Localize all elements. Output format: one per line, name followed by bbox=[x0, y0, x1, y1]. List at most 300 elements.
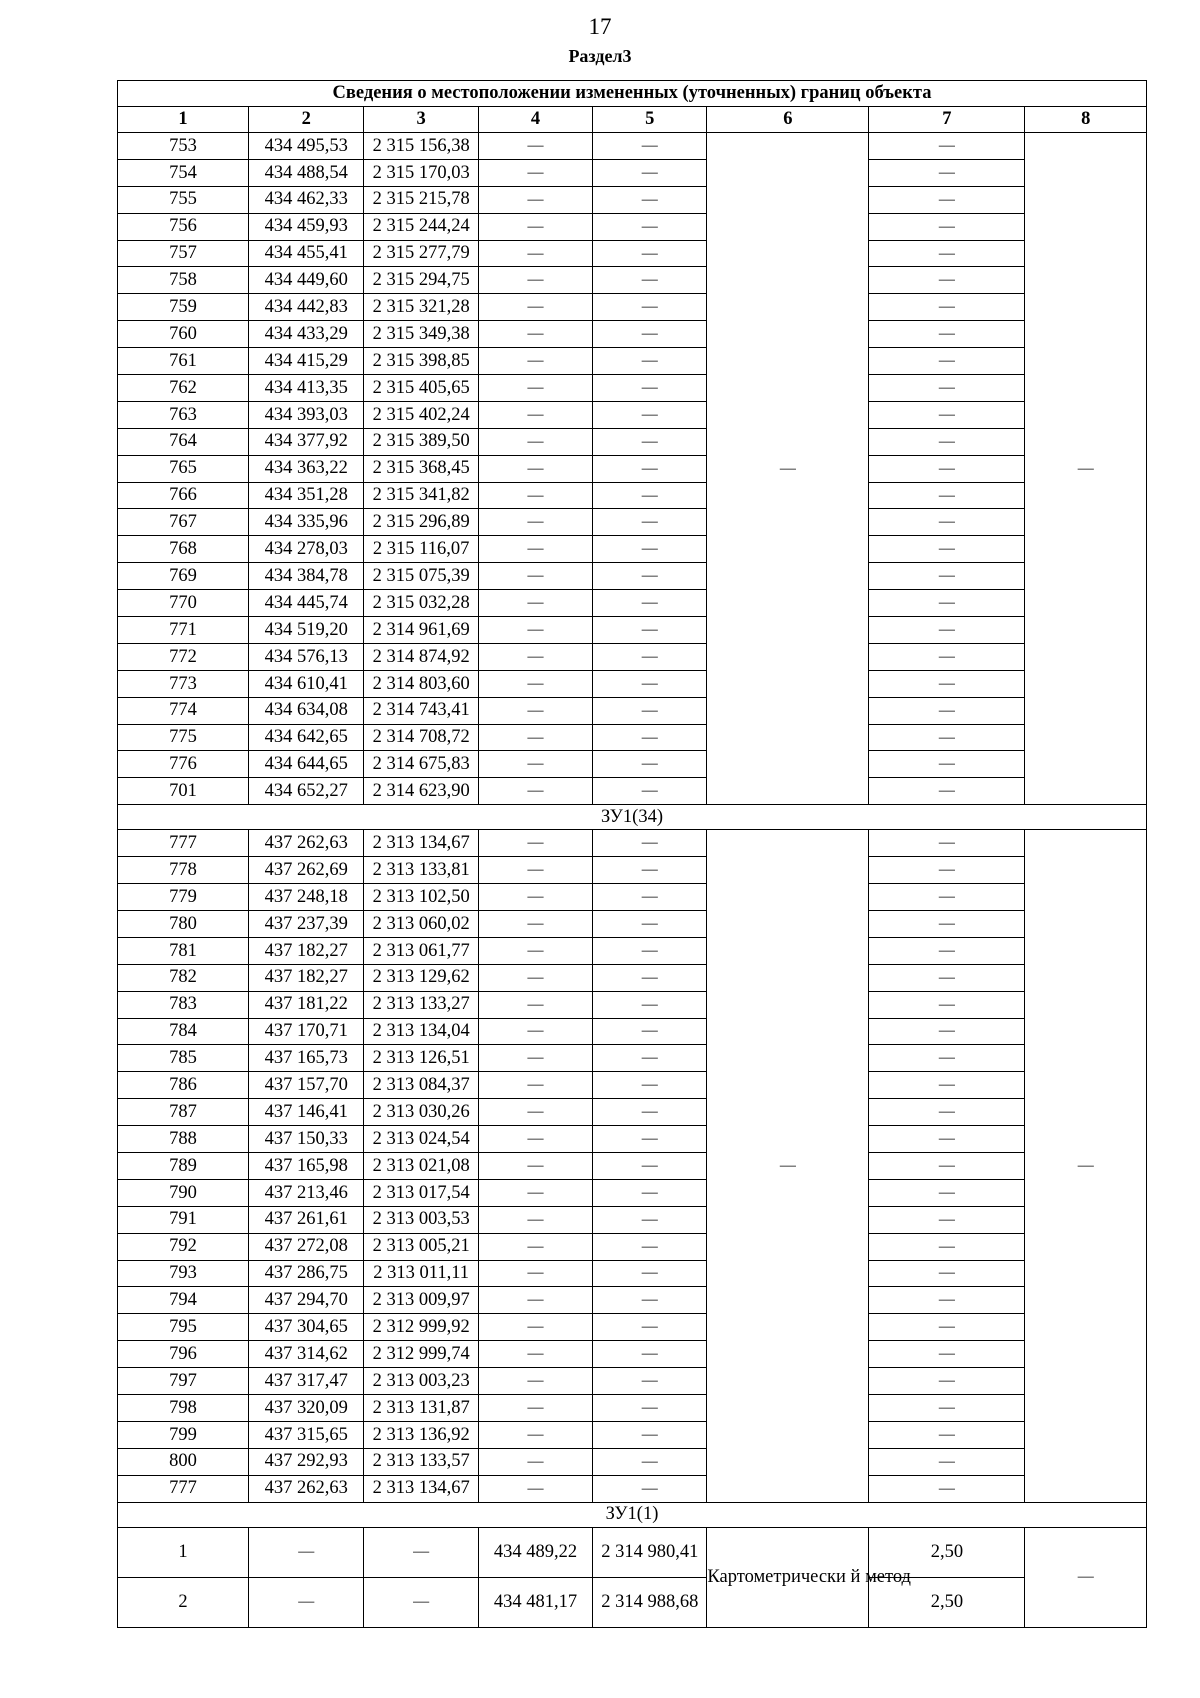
empty-dash: — bbox=[593, 401, 707, 428]
table-row bbox=[118, 643, 1147, 670]
empty-dash: — bbox=[478, 321, 592, 348]
empty-dash: — bbox=[869, 617, 1025, 644]
coordinate-x: 437 314,62 bbox=[248, 1341, 364, 1368]
coordinate-x: 434 459,93 bbox=[248, 213, 364, 240]
empty-dash: — bbox=[869, 1475, 1025, 1502]
point-number: 790 bbox=[118, 1179, 249, 1206]
empty-dash: — bbox=[869, 1072, 1025, 1099]
coordinate-x: 437 292,93 bbox=[248, 1448, 364, 1475]
empty-dash: — bbox=[478, 348, 592, 375]
empty-dash: — bbox=[478, 830, 592, 857]
empty-dash: — bbox=[593, 1341, 707, 1368]
table-row bbox=[118, 1287, 1147, 1314]
coordinate-y: 2 313 134,67 bbox=[364, 830, 478, 857]
point-number: 772 bbox=[118, 643, 249, 670]
empty-dash: — bbox=[869, 1287, 1025, 1314]
coordinate-x: 437 320,09 bbox=[248, 1394, 364, 1421]
empty-dash: — bbox=[478, 1099, 592, 1126]
coordinate-y: 2 312 999,74 bbox=[364, 1341, 478, 1368]
coordinate-x-new: 434 489,22 bbox=[478, 1527, 592, 1577]
coordinate-y: 2 314 961,69 bbox=[364, 617, 478, 644]
point-number: 795 bbox=[118, 1314, 249, 1341]
empty-dash: — bbox=[478, 563, 592, 590]
point-number: 758 bbox=[118, 267, 249, 294]
point-number: 777 bbox=[118, 830, 249, 857]
empty-dash: — bbox=[478, 643, 592, 670]
table-row bbox=[118, 482, 1147, 509]
table-row bbox=[118, 240, 1147, 267]
accuracy-value: 2,50 bbox=[869, 1577, 1025, 1627]
point-number: 781 bbox=[118, 937, 249, 964]
empty-dash: — bbox=[593, 751, 707, 778]
table-row bbox=[118, 1152, 1147, 1179]
coordinate-y: 2 315 341,82 bbox=[364, 482, 478, 509]
coordinate-y: 2 315 398,85 bbox=[364, 348, 478, 375]
empty-dash: — bbox=[869, 1206, 1025, 1233]
empty-dash: — bbox=[869, 1152, 1025, 1179]
empty-dash: — bbox=[478, 133, 592, 160]
empty-dash: — bbox=[593, 1206, 707, 1233]
empty-dash: — bbox=[869, 778, 1025, 805]
empty-dash: — bbox=[593, 1448, 707, 1475]
empty-dash: — bbox=[593, 1126, 707, 1153]
point-number: 780 bbox=[118, 910, 249, 937]
coordinate-x: 434 495,53 bbox=[248, 133, 364, 160]
empty-dash: — bbox=[478, 1206, 592, 1233]
empty-dash: — bbox=[869, 937, 1025, 964]
empty-dash: — bbox=[593, 697, 707, 724]
empty-dash: — bbox=[478, 267, 592, 294]
coordinate-x: 437 248,18 bbox=[248, 884, 364, 911]
empty-dash: — bbox=[869, 455, 1025, 482]
empty-dash: — bbox=[478, 590, 592, 617]
empty-dash: — bbox=[478, 857, 592, 884]
point-number: 788 bbox=[118, 1126, 249, 1153]
point-number: 769 bbox=[118, 563, 249, 590]
empty-dash: — bbox=[869, 536, 1025, 563]
empty-dash: — bbox=[478, 482, 592, 509]
empty-dash: — bbox=[869, 1018, 1025, 1045]
coordinate-x: 437 150,33 bbox=[248, 1126, 364, 1153]
column-number-row bbox=[118, 107, 1147, 133]
empty-dash: — bbox=[593, 1314, 707, 1341]
coordinate-y: 2 313 134,67 bbox=[364, 1475, 478, 1502]
group-label-row bbox=[118, 1502, 1147, 1527]
empty-dash: — bbox=[478, 1421, 592, 1448]
coordinate-x: 437 165,73 bbox=[248, 1045, 364, 1072]
coordinate-y: 2 313 133,57 bbox=[364, 1448, 478, 1475]
empty-dash: — bbox=[593, 830, 707, 857]
coordinate-y: 2 313 102,50 bbox=[364, 884, 478, 911]
accuracy-value: 2,50 bbox=[869, 1527, 1025, 1577]
empty-dash: — bbox=[869, 1179, 1025, 1206]
point-number: 759 bbox=[118, 294, 249, 321]
table-row bbox=[118, 830, 1147, 857]
coordinate-y: 2 315 032,28 bbox=[364, 590, 478, 617]
coordinate-x: 437 170,71 bbox=[248, 1018, 364, 1045]
empty-dash: — bbox=[478, 294, 592, 321]
empty-dash: — bbox=[593, 724, 707, 751]
empty-dash: — bbox=[869, 401, 1025, 428]
empty-dash: — bbox=[869, 1099, 1025, 1126]
coordinate-x: 437 181,22 bbox=[248, 991, 364, 1018]
coordinate-x: 434 642,65 bbox=[248, 724, 364, 751]
point-number: 773 bbox=[118, 670, 249, 697]
coordinate-y: 2 315 402,24 bbox=[364, 401, 478, 428]
empty-dash: — bbox=[593, 617, 707, 644]
empty-dash: — bbox=[593, 1394, 707, 1421]
empty-dash: — bbox=[869, 428, 1025, 455]
coordinate-x: 437 237,39 bbox=[248, 910, 364, 937]
empty-dash: — bbox=[478, 1260, 592, 1287]
group-label: ЗУ1(1) bbox=[118, 1502, 1147, 1527]
empty-dash: — bbox=[478, 1152, 592, 1179]
coordinate-y: 2 315 075,39 bbox=[364, 563, 478, 590]
empty-dash: — bbox=[593, 1475, 707, 1502]
table-row bbox=[118, 617, 1147, 644]
column-number: 4 bbox=[478, 107, 592, 133]
table-row bbox=[118, 1045, 1147, 1072]
empty-dash: — bbox=[593, 1368, 707, 1395]
table-row bbox=[118, 133, 1147, 160]
coordinate-x: 434 413,35 bbox=[248, 375, 364, 402]
point-number: 785 bbox=[118, 1045, 249, 1072]
table-row bbox=[118, 401, 1147, 428]
coordinate-y-new: 2 314 988,68 bbox=[593, 1577, 707, 1627]
empty-dash: — bbox=[593, 294, 707, 321]
table-row bbox=[118, 991, 1147, 1018]
coordinate-x: 437 272,08 bbox=[248, 1233, 364, 1260]
point-number: 784 bbox=[118, 1018, 249, 1045]
empty-dash: — bbox=[593, 267, 707, 294]
point-number: 800 bbox=[118, 1448, 249, 1475]
empty-dash: — bbox=[869, 670, 1025, 697]
empty-dash: — bbox=[869, 697, 1025, 724]
point-number: 754 bbox=[118, 159, 249, 186]
empty-dash: — bbox=[478, 964, 592, 991]
empty-dash: — bbox=[869, 509, 1025, 536]
group-label: ЗУ1(34) bbox=[118, 805, 1147, 830]
empty-dash: — bbox=[593, 1072, 707, 1099]
empty-dash: — bbox=[478, 1287, 592, 1314]
point-number: 766 bbox=[118, 482, 249, 509]
empty-dash: — bbox=[593, 1260, 707, 1287]
empty-dash: — bbox=[248, 1577, 364, 1627]
table-row bbox=[118, 428, 1147, 455]
empty-dash: — bbox=[593, 1421, 707, 1448]
coordinate-y: 2 313 005,21 bbox=[364, 1233, 478, 1260]
point-number: 799 bbox=[118, 1421, 249, 1448]
empty-dash: — bbox=[869, 1233, 1025, 1260]
table-row bbox=[118, 509, 1147, 536]
point-number: 767 bbox=[118, 509, 249, 536]
point-number: 794 bbox=[118, 1287, 249, 1314]
coordinate-y: 2 313 131,87 bbox=[364, 1394, 478, 1421]
coordinate-y: 2 313 133,81 bbox=[364, 857, 478, 884]
empty-dash: — bbox=[869, 884, 1025, 911]
coordinate-x-new: 434 481,17 bbox=[478, 1577, 592, 1627]
coordinate-y: 2 313 011,11 bbox=[364, 1260, 478, 1287]
table-row bbox=[118, 1368, 1147, 1395]
empty-dash: — bbox=[593, 1099, 707, 1126]
empty-dash: — bbox=[593, 240, 707, 267]
empty-dash: — bbox=[869, 964, 1025, 991]
empty-dash: — bbox=[593, 991, 707, 1018]
coordinate-y: 2 313 126,51 bbox=[364, 1045, 478, 1072]
empty-dash: — bbox=[593, 670, 707, 697]
empty-dash: — bbox=[478, 1233, 592, 1260]
coordinate-y: 2 313 017,54 bbox=[364, 1179, 478, 1206]
point-number: 782 bbox=[118, 964, 249, 991]
point-number: 796 bbox=[118, 1341, 249, 1368]
empty-dash: — bbox=[478, 186, 592, 213]
coordinate-y: 2 313 003,53 bbox=[364, 1206, 478, 1233]
empty-dash: — bbox=[593, 375, 707, 402]
table-row bbox=[118, 778, 1147, 805]
table-row bbox=[118, 937, 1147, 964]
coordinate-y: 2 315 405,65 bbox=[364, 375, 478, 402]
point-number: 787 bbox=[118, 1099, 249, 1126]
coordinate-y: 2 314 743,41 bbox=[364, 697, 478, 724]
table-row bbox=[118, 697, 1147, 724]
coordinate-x: 434 462,33 bbox=[248, 186, 364, 213]
empty-dash: — bbox=[478, 375, 592, 402]
empty-dash: — bbox=[478, 1072, 592, 1099]
empty-dash: — bbox=[593, 509, 707, 536]
table-row bbox=[118, 186, 1147, 213]
coordinate-x: 434 488,54 bbox=[248, 159, 364, 186]
point-number: 776 bbox=[118, 751, 249, 778]
point-number: 771 bbox=[118, 617, 249, 644]
empty-dash: — bbox=[593, 1233, 707, 1260]
merged-empty-dash: — bbox=[707, 133, 869, 805]
empty-dash: — bbox=[478, 1394, 592, 1421]
point-number: 765 bbox=[118, 455, 249, 482]
empty-dash: — bbox=[478, 1314, 592, 1341]
coordinate-x: 437 146,41 bbox=[248, 1099, 364, 1126]
empty-dash: — bbox=[869, 1045, 1025, 1072]
empty-dash: — bbox=[869, 857, 1025, 884]
empty-dash: — bbox=[593, 133, 707, 160]
point-number: 793 bbox=[118, 1260, 249, 1287]
table-row bbox=[118, 857, 1147, 884]
column-number: 8 bbox=[1025, 107, 1147, 133]
coordinate-y: 2 315 244,24 bbox=[364, 213, 478, 240]
table-row bbox=[118, 213, 1147, 240]
empty-dash: — bbox=[478, 884, 592, 911]
table-row bbox=[118, 375, 1147, 402]
coordinate-x: 434 384,78 bbox=[248, 563, 364, 590]
coordinates-table bbox=[117, 80, 1147, 1628]
point-number: 797 bbox=[118, 1368, 249, 1395]
empty-dash: — bbox=[869, 910, 1025, 937]
table-row bbox=[118, 563, 1147, 590]
empty-dash: — bbox=[593, 643, 707, 670]
group-label-row bbox=[118, 805, 1147, 830]
coordinate-y: 2 314 708,72 bbox=[364, 724, 478, 751]
empty-dash: — bbox=[364, 1527, 478, 1577]
empty-dash: — bbox=[869, 1314, 1025, 1341]
coordinate-x: 437 286,75 bbox=[248, 1260, 364, 1287]
table-row bbox=[118, 724, 1147, 751]
point-number: 753 bbox=[118, 133, 249, 160]
table-row bbox=[118, 536, 1147, 563]
point-number: 760 bbox=[118, 321, 249, 348]
empty-dash: — bbox=[593, 536, 707, 563]
point-number: 774 bbox=[118, 697, 249, 724]
coordinate-y: 2 315 116,07 bbox=[364, 536, 478, 563]
coordinate-y: 2 315 389,50 bbox=[364, 428, 478, 455]
empty-dash: — bbox=[869, 830, 1025, 857]
coordinate-x: 434 278,03 bbox=[248, 536, 364, 563]
point-number: 778 bbox=[118, 857, 249, 884]
table-row bbox=[118, 1206, 1147, 1233]
empty-dash: — bbox=[593, 455, 707, 482]
empty-dash: — bbox=[478, 1448, 592, 1475]
table-title: Сведения о местоположении измененных (уточненных) границ объекта bbox=[118, 81, 1147, 107]
table-row bbox=[118, 1341, 1147, 1368]
empty-dash: — bbox=[593, 910, 707, 937]
coordinate-x: 434 519,20 bbox=[248, 617, 364, 644]
coordinate-x: 434 644,65 bbox=[248, 751, 364, 778]
table-row bbox=[118, 884, 1147, 911]
coordinate-x: 434 335,96 bbox=[248, 509, 364, 536]
coordinate-y: 2 313 129,62 bbox=[364, 964, 478, 991]
coordinate-y: 2 315 156,38 bbox=[364, 133, 478, 160]
merged-empty-dash: — bbox=[1025, 830, 1147, 1502]
empty-dash: — bbox=[869, 240, 1025, 267]
coordinate-y: 2 313 061,77 bbox=[364, 937, 478, 964]
empty-dash: — bbox=[478, 751, 592, 778]
table-row bbox=[118, 267, 1147, 294]
empty-dash: — bbox=[478, 910, 592, 937]
coordinate-y: 2 313 024,54 bbox=[364, 1126, 478, 1153]
coordinate-y: 2 313 021,08 bbox=[364, 1152, 478, 1179]
table-row bbox=[118, 159, 1147, 186]
empty-dash: — bbox=[478, 455, 592, 482]
empty-dash: — bbox=[593, 1152, 707, 1179]
coordinate-x: 434 449,60 bbox=[248, 267, 364, 294]
point-number: 1 bbox=[118, 1527, 249, 1577]
section-title: Раздел3 bbox=[568, 46, 632, 66]
coordinate-x: 434 455,41 bbox=[248, 240, 364, 267]
table-row bbox=[118, 1448, 1147, 1475]
coordinate-y: 2 315 368,45 bbox=[364, 455, 478, 482]
column-number: 7 bbox=[869, 107, 1025, 133]
table-row bbox=[118, 1314, 1147, 1341]
table-row bbox=[118, 1475, 1147, 1502]
empty-dash: — bbox=[593, 348, 707, 375]
table-row bbox=[118, 1421, 1147, 1448]
point-number: 2 bbox=[118, 1577, 249, 1627]
coordinate-y: 2 315 170,03 bbox=[364, 159, 478, 186]
empty-dash: — bbox=[869, 1341, 1025, 1368]
point-number: 756 bbox=[118, 213, 249, 240]
table-row bbox=[118, 1072, 1147, 1099]
table-row bbox=[118, 590, 1147, 617]
empty-dash: — bbox=[869, 482, 1025, 509]
table-row bbox=[118, 455, 1147, 482]
coordinate-y: 2 313 003,23 bbox=[364, 1368, 478, 1395]
point-number: 764 bbox=[118, 428, 249, 455]
table-row bbox=[118, 1527, 1147, 1577]
empty-dash: — bbox=[869, 213, 1025, 240]
empty-dash: — bbox=[869, 133, 1025, 160]
table-row bbox=[118, 1394, 1147, 1421]
coordinate-y: 2 314 623,90 bbox=[364, 778, 478, 805]
empty-dash: — bbox=[478, 1341, 592, 1368]
empty-dash: — bbox=[869, 991, 1025, 1018]
point-number: 761 bbox=[118, 348, 249, 375]
empty-dash: — bbox=[869, 1368, 1025, 1395]
empty-dash: — bbox=[478, 1475, 592, 1502]
empty-dash: — bbox=[478, 509, 592, 536]
coordinate-x: 434 652,27 bbox=[248, 778, 364, 805]
column-number: 2 bbox=[248, 107, 364, 133]
empty-dash: — bbox=[869, 1448, 1025, 1475]
empty-dash: — bbox=[869, 159, 1025, 186]
coordinate-x: 437 315,65 bbox=[248, 1421, 364, 1448]
empty-dash: — bbox=[478, 617, 592, 644]
empty-dash: — bbox=[478, 401, 592, 428]
coordinate-y: 2 315 277,79 bbox=[364, 240, 478, 267]
coordinate-y: 2 314 803,60 bbox=[364, 670, 478, 697]
empty-dash: — bbox=[593, 428, 707, 455]
coordinate-x: 434 363,22 bbox=[248, 455, 364, 482]
determination-method: Картометрически й метод bbox=[707, 1527, 869, 1627]
table-row bbox=[118, 1577, 1147, 1627]
empty-dash: — bbox=[869, 348, 1025, 375]
coordinate-x: 434 415,29 bbox=[248, 348, 364, 375]
coordinate-x: 434 445,74 bbox=[248, 590, 364, 617]
table-row bbox=[118, 1260, 1147, 1287]
coordinate-x: 437 182,27 bbox=[248, 937, 364, 964]
point-number: 783 bbox=[118, 991, 249, 1018]
table-row bbox=[118, 1099, 1147, 1126]
empty-dash: — bbox=[478, 670, 592, 697]
point-number: 775 bbox=[118, 724, 249, 751]
coordinate-x: 434 393,03 bbox=[248, 401, 364, 428]
coordinate-y: 2 313 136,92 bbox=[364, 1421, 478, 1448]
coordinate-y: 2 313 009,97 bbox=[364, 1287, 478, 1314]
empty-dash: — bbox=[869, 267, 1025, 294]
column-number: 6 bbox=[707, 107, 869, 133]
table-row bbox=[118, 1233, 1147, 1260]
table-row bbox=[118, 294, 1147, 321]
point-number: 791 bbox=[118, 1206, 249, 1233]
coordinate-y: 2 314 874,92 bbox=[364, 643, 478, 670]
coordinate-y: 2 313 134,04 bbox=[364, 1018, 478, 1045]
coordinate-y: 2 315 296,89 bbox=[364, 509, 478, 536]
merged-empty-dash: — bbox=[707, 830, 869, 1502]
empty-dash: — bbox=[593, 321, 707, 348]
coordinate-x: 437 157,70 bbox=[248, 1072, 364, 1099]
empty-dash: — bbox=[478, 1368, 592, 1395]
coordinate-x: 434 442,83 bbox=[248, 294, 364, 321]
coordinate-x: 434 576,13 bbox=[248, 643, 364, 670]
coordinate-x: 437 213,46 bbox=[248, 1179, 364, 1206]
empty-dash: — bbox=[593, 1045, 707, 1072]
empty-dash: — bbox=[593, 213, 707, 240]
empty-dash: — bbox=[869, 321, 1025, 348]
coordinate-y: 2 312 999,92 bbox=[364, 1314, 478, 1341]
point-number: 757 bbox=[118, 240, 249, 267]
empty-dash: — bbox=[593, 937, 707, 964]
empty-dash: — bbox=[869, 186, 1025, 213]
table-row bbox=[118, 1179, 1147, 1206]
empty-dash: — bbox=[869, 643, 1025, 670]
coordinate-x: 434 433,29 bbox=[248, 321, 364, 348]
